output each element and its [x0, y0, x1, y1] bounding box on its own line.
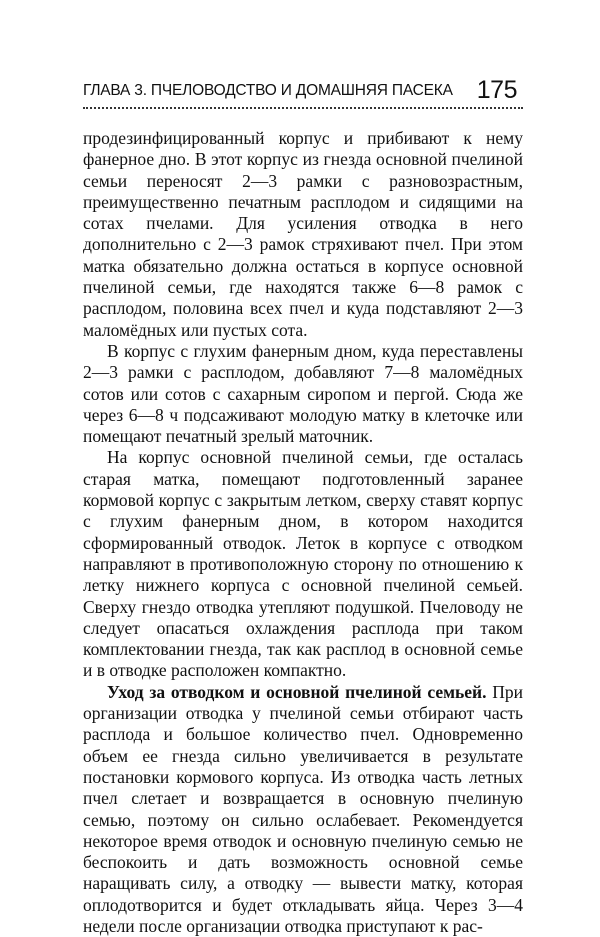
chapter-title: ГЛАВА 3. ПЧЕЛОВОДСТВО И ДОМАШНЯЯ ПАСЕКА [83, 82, 453, 99]
paragraph-with-heading [83, 682, 523, 937]
running-header [83, 74, 523, 104]
paragraph-continuation: продезинфицированный корпус и прибивают к нему фанерное дно. В этот корпус из гнезда основной пчелиной семьи переносят 2—3 рамки с разновозрастным, преимущественно печатным расплодом и сидящими на сотах пчелами. Для усиления отводка в него дополнительно с 2—3 рамок стряхивают пчел. При этом матка обязательно должна остаться в корпусе основной пчелиной семьи, где находятся также 6—8 рамок с расплодом, половина всех пчел и куда подставляют 2—3 маломёдных или пустых сота. [83, 128, 523, 340]
page-number: 175 [476, 76, 517, 104]
body-text [83, 128, 523, 937]
section-heading: Уход за отводком и основной пчелиной семьей. [107, 681, 487, 702]
header-dotted-rule [83, 107, 523, 109]
paragraph-text: При организации отводка у пчелиной семьи отбирают часть расплода и большое количество пчел. Одновременно объем ее гнезда сильно увеличивается в результате постановки кормового корпуса. Из отводка часть летных пчел слетает и возвращается в основную пчелиную семью, поэтому он сильно ослабевает. Рекомендуется некоторое время отводок и основную пчелиную семью не беспокоить и дать возможность основной семье наращивать силу, а отводку — вывести матку, которая оплодотворится и будет откладывать яйца. Через 3—4 недели после организации отводка приступают к рас- [83, 681, 524, 936]
paragraph: В корпус с глухим фанерным дном, куда переставлены 2—3 рамки с расплодом, добавляют 7—8 маломёдных сотов или сотов с сахарным сиропом и пергой. Сюда же через 6—8 ч подсаживают молодую матку в клеточке или помещают печатный зрелый маточник. [83, 340, 523, 447]
paragraph: На корпус основной пчелиной семьи, где осталась старая матка, помещают подготовленный заранее кормовой корпус с закрытым летком, сверху ставят корпус с глухим фанерным дном, в котором находится сформированный отводок. Леток в корпусе с отводком направляют в противоположную сторону по отношению к летку нижнего корпуса с основной пчелиной семьей. Сверху гнездо отводка утепляют подушкой. Пчеловоду не следует опасаться охлаждения расплода при таком комплектовании гнезда, так как расплод в основной семье и в отводке расположен компактно. [83, 447, 523, 681]
